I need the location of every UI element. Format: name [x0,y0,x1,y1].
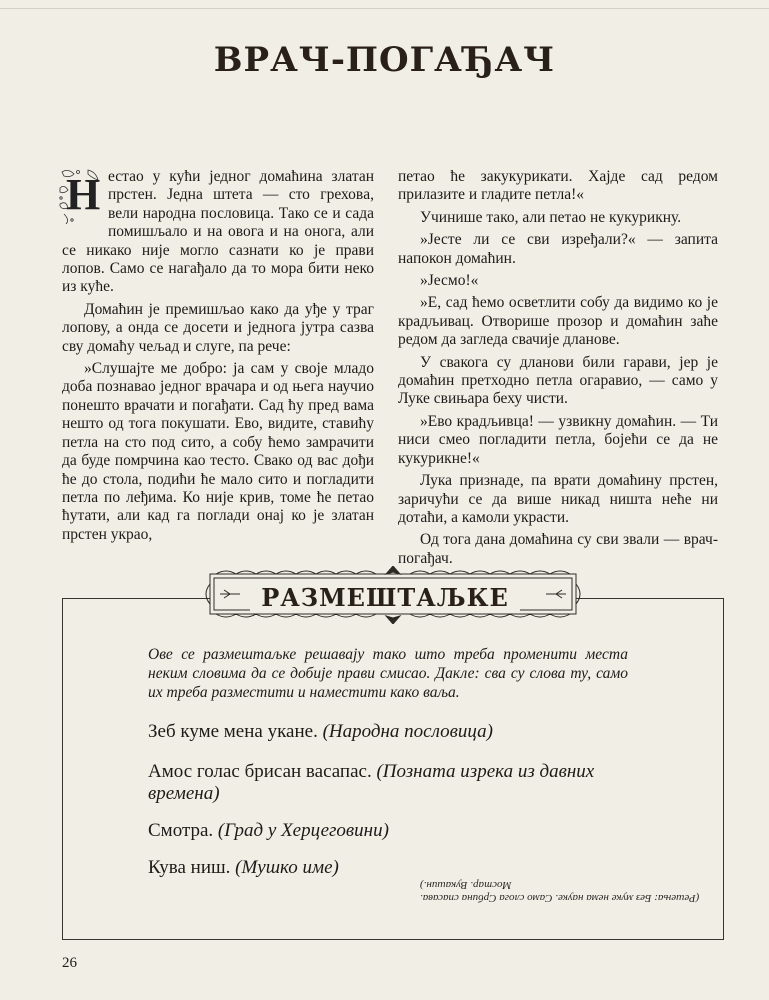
story-paragraph: Домаћин је премишљао како да уђе у траг лопову, а онда се досети и једнога јутра сазва сву домаћу чељад и слуге, па рече: [62,300,374,355]
puzzle-text: Кува ниш. [148,857,231,878]
story-paragraph: Учинише тако, али петао не кукурикну. [420,208,682,226]
story-paragraph: Н естао у кући једног домаћина златан прстен. Једна штета — сто греховa, вели народна пословица. Тако се и сада помишљало и на овога и на онога, али се никако није могло сазнати ко је прави лопов. Само се нагађало да то мора бити неко из куће. [62,168,374,297]
story-paragraph: У свакога су дланови били гарави, јер је домаћин претходно петла огаравио, — само у Луке свињара беху чисти. [398,353,718,408]
story-paragraph: »Е, сад ћемо осветлити собу да видимо ко је крадљивац. Отворише прозор и домаћин заће редом да загледа свачије дланове. [398,294,718,349]
puzzle-item [148,820,389,842]
puzzle-hint: (Мушко име) [235,857,339,878]
story-paragraph: Лука признаде, па врати домаћину прстен, заричући се да више никад ништа неће ни дотаћи, а камоли украсти. [398,472,718,526]
dropcap-ornament: Н [58,168,102,224]
puzzle-text: Амос голас брисан васапас. [148,761,372,782]
top-rule [0,8,769,9]
puzzle-title: РАЗМЕШТАЉКЕ [250,583,520,612]
story-left-column [62,168,374,548]
story-paragraph: »Слушајте ме добро: ја сам у своје младо доба познавао једног врачара и од њега научио понешто врачати и погађати. Сад ћу пред вама нешто од тога покушати. Ево, видите, ставићу петла на сто под сито, а собу ћемо замрачити да буде помрчина као тесто. Свако од вас дођи ће до стола, подићи ће мало сито и погладити петла по леђима. Ко није крив, томе ће петао ћутати, али кад га поглади онај ко је златан прстен украо, [62,360,374,543]
page-number: 26 [62,955,77,971]
page-title: ВРАЧ-ПОГАЂАЧ [213,40,556,80]
puzzle-item [148,721,493,743]
story-right-column [398,168,718,572]
story-paragraph: петао ће закукурикати. Хајде сад редом прилазите и гладите петла!« [398,168,718,204]
puzzle-hint: (Позната изрека из давних времена) [148,761,595,804]
puzzle-item [148,857,339,879]
story-paragraph: »Јесмо!« [420,272,479,290]
story-paragraph: »Ево крадљивца! — узвикну домаћин. — Ти ниси смео погладити петла, бојећи се да не кукурикне!« [398,412,718,467]
puzzle-text: Смотра. [148,820,214,841]
puzzle-hint: (Град у Херцеговини) [217,820,389,841]
puzzle-hint: (Народна пословица) [322,721,493,742]
story-paragraph: »Јесте ли се сви изређали?« — запита напокон домаћин. [398,231,718,267]
story-paragraph: Од тога дана домаћина су сви звали — врач-погађач. [398,531,718,567]
puzzle-item [148,761,658,805]
puzzle-text: Зеб куме мена укане. [148,721,318,742]
upside-down-solution: (Решења: Без муке нема науке. Само слога Србина спасава. Мостар. Вукашин.) [420,879,700,904]
puzzle-intro: Ове се размештаљке решавају тако што треба променити места неким словима да се добије прави смисао. Дакле: сва су слова ту, само их треба разместити и наместити како ваља. [148,646,628,701]
